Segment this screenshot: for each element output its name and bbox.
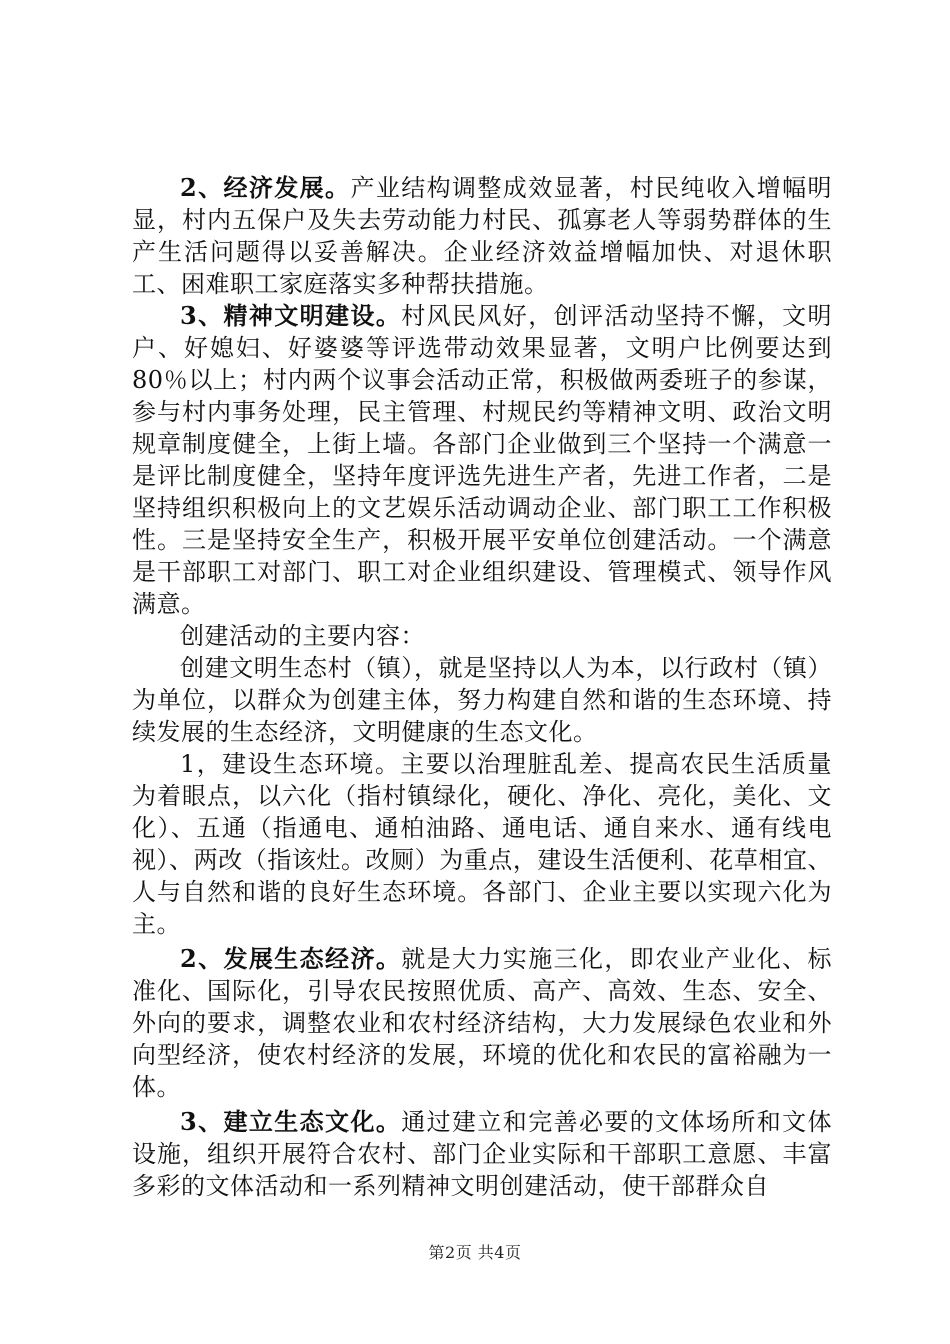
paragraph-text: 通过建立和完善必要的文体场所和文体设施，组织开展符合农村、部门企业实际和干部职工意愿、丰富多彩的文体活动和一系列精神文明创建活动，使干部群众自 bbox=[132, 1108, 833, 1200]
paragraph-text: 就是大力实施三化，即农业产业化、标准化、国际化，引导农民按照优质、高产、高效、生态、安全、外向的要求，调整农业和农村经济结构，大力发展绿色农业和外向型经济，使农村经济的发展，环境的优化和农民的富裕融为一体。 bbox=[132, 945, 833, 1101]
paragraph-heading: 3、精神文明建设。 bbox=[180, 301, 402, 330]
paragraph-heading: 2、发展生态经济。 bbox=[180, 944, 402, 973]
page-number-label: 第2页 共4页 bbox=[428, 1243, 522, 1262]
paragraph-eco-village-definition bbox=[132, 652, 832, 748]
paragraph-text: 1，建设生态环境。主要以治理脏乱差、提高农民生活质量为着眼点，以六化（指村镇绿化，硬化、净化、亮化，美化、文化）、五通（指通电、通柏油路、通电话、通自来水、通有线电视）、两改（指该灶。改厕）为重点，建设生活便利、花草相宜、人与自然和谐的良好生态环境。各部门、企业主要以实现六化为主。 bbox=[132, 750, 832, 938]
paragraph-eco-environment bbox=[132, 748, 832, 940]
paragraph-heading: 2、经济发展。 bbox=[180, 173, 351, 202]
document-body bbox=[132, 172, 832, 1202]
paragraph-text: 创建文明生态村（镇），就是坚持以人为本，以行政村（镇）为单位，以群众为创建主体，努力构建自然和谐的生态环境、持续发展的生态经济，文明健康的生态文化。 bbox=[132, 654, 832, 746]
paragraph-main-content-intro bbox=[132, 620, 832, 652]
paragraph-text: 创建活动的主要内容： bbox=[180, 622, 425, 650]
paragraph-eco-culture bbox=[132, 1106, 832, 1202]
paragraph-heading: 3、建立生态文化。 bbox=[180, 1107, 402, 1136]
paragraph-text: 村风民风好，创评活动坚持不懈，文明户、好媳妇、好婆婆等评选带动效果显著，文明户比例要达到80％以上；村内两个议事会活动正常，积极做两委班子的参谋，参与村内事务处理，民主管理、村规民约等精神文明、政治文明规章制度健全，上街上墙。各部门企业做到三个坚持一个满意一是评比制度健全，坚持年度评选先进生产者，先进工作者，二是坚持组织积极向上的文艺娱乐活动调动企业、部门职工工作积极性。三是坚持安全生产，积极开展平安单位创建活动。一个满意是干部职工对部门、职工对企业组织建设、管理模式、领导作风满意。 bbox=[132, 302, 833, 618]
page-footer bbox=[0, 1240, 950, 1263]
paragraph-text: 产业结构调整成效显著，村民纯收入增幅明显，村内五保户及失去劳动能力村民、孤寡老人等弱势群体的生产生活问题得以妥善解决。企业经济效益增幅加快、对退休职工、困难职工家庭落实多种帮扶措施。 bbox=[132, 174, 833, 298]
paragraph-eco-economy bbox=[132, 943, 832, 1103]
paragraph-spiritual-civilization bbox=[132, 300, 832, 620]
paragraph-economic-development bbox=[132, 172, 832, 300]
